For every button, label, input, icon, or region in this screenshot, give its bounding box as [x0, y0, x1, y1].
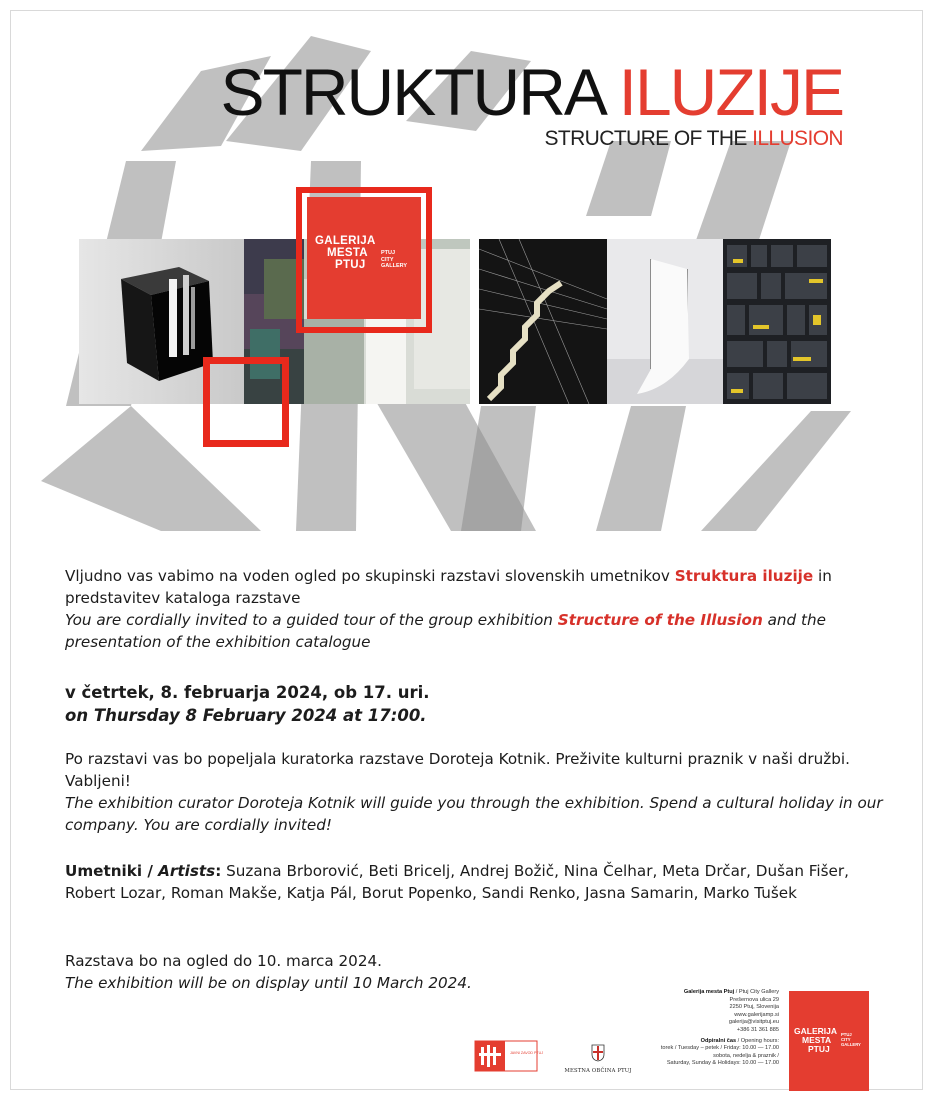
- weekend-label: sobota, nedelja & praznik /: [713, 1052, 779, 1059]
- footer-logo-side-3: GALLERY: [841, 1042, 861, 1047]
- artwork-grid-image: [723, 239, 831, 404]
- sponsor-logo-municipality: [559, 1044, 637, 1078]
- gallery-logo: [307, 197, 421, 319]
- gallery-name-sep: /: [734, 989, 739, 995]
- curator-en: The exhibition curator Doroteja Kotnik will guide you through the exhibition. Spend a cultural holiday in our company. You are cordially invited!: [65, 794, 883, 834]
- sponsor-logo-public-institute: [475, 1041, 544, 1073]
- artwork-white-sculpture-image: [607, 239, 723, 404]
- artwork-strip: [79, 239, 831, 404]
- footer-gallery-logo: [789, 991, 869, 1091]
- logo-side-line-1: PTUJ: [381, 250, 396, 256]
- curator-paragraph: [65, 748, 885, 836]
- weekend-time: 10.00 — 17.00: [742, 1060, 779, 1067]
- footer-logo-side-text: [841, 1032, 861, 1047]
- artists-label-en: Artists: [158, 862, 216, 880]
- gallery-name-sl: Galerija mesta Ptuj: [683, 989, 735, 995]
- display-until-en: The exhibition will be on display until 10 March 2024.: [65, 974, 472, 992]
- gallery-email-link[interactable]: galerija@visitptuj.eu: [728, 1019, 779, 1026]
- footer-logo-side-2: CITY: [841, 1037, 851, 1042]
- artists-paragraph: [65, 860, 885, 904]
- logo-line-1: GALERIJA: [315, 235, 376, 247]
- footer-logo-side-1: PTUJ: [841, 1032, 852, 1037]
- curator-sl: Po razstavi vas bo popeljala kuratorka razstave Doroteja Kotnik. Preživite kulturni praznik v naši družbi. Vabljeni!: [65, 750, 850, 790]
- subtitle-red: ILLUSION: [752, 127, 843, 150]
- event-date: [65, 681, 885, 727]
- opening-hours-title: Odpiralni čas / Opening hours:: [700, 1037, 779, 1044]
- gallery-street: Prešernova ulica 29: [729, 996, 779, 1003]
- logo-side-text: [381, 250, 407, 270]
- title-red: ILUZIJE: [618, 55, 843, 129]
- footer-logo-line-2: MESTA: [802, 1035, 832, 1045]
- intro-sl-text-end: in predstavitev kataloga razstave: [65, 567, 832, 607]
- hours-title-en: Opening hours:: [740, 1037, 779, 1044]
- subtitle-black: STRUCTURE OF THE: [544, 127, 747, 150]
- intro-sl-highlight: Struktura iluzije: [674, 567, 814, 585]
- gallery-name-en: Ptuj City Gallery: [738, 989, 779, 995]
- gallery-name: [631, 989, 779, 997]
- display-until-paragraph: [65, 950, 885, 994]
- exhibition-subtitle: [11, 127, 843, 151]
- intro-en: [65, 609, 885, 653]
- weekday-label: torek / Tuesday – petek / Friday:: [660, 1045, 741, 1052]
- footer-logo-line-3: PTUJ: [808, 1044, 830, 1054]
- gallery-contact-info: [631, 989, 779, 1068]
- hours-title-sl: Odpiralni čas: [700, 1037, 737, 1044]
- title-black: STRUKTURA: [220, 55, 603, 129]
- artists-list: Suzana Brborović, Beti Bricelj, Andrej Božič, Nina Čelhar, Meta Drčar, Dušan Fišer, Robert Lozar, Roman Makše, Katja Pál, Borut Popenko, Sandi Renko, Jasna Samarin, Marko Tušek: [65, 862, 849, 902]
- artists-label-sl: Umetniki /: [65, 862, 159, 880]
- event-date-sl: v četrtek, 8. februarja 2024, ob 17. uri.: [65, 683, 430, 702]
- weekday-time: 10.00 — 17.00: [742, 1045, 779, 1052]
- intro-sl: [65, 565, 885, 609]
- red-square-outline: [203, 357, 289, 447]
- logo-line-3: PTUJ: [335, 259, 366, 271]
- gallery-website-link[interactable]: www.galerijamp.si: [734, 1011, 779, 1018]
- artists-label-colon: :: [215, 862, 222, 880]
- intro-paragraph: [65, 565, 885, 653]
- artwork-lines-image: [479, 239, 607, 404]
- intro-sl-text: Vljudno vas vabimo na voden ogled po skupinski razstavi slovenskih umetnikov: [65, 567, 670, 585]
- event-date-en: on Thursday 8 February 2024 at 17:00.: [65, 706, 427, 725]
- weekend-hours: [631, 1060, 779, 1068]
- weekend-label-en: Saturday, Sunday & Holidays:: [666, 1060, 741, 1067]
- weekday-hours: [631, 1045, 779, 1053]
- logo-side-line-3: GALLERY: [381, 263, 408, 269]
- sponsor1-label: JAVNI ZAVOD PTUJ: [510, 1051, 544, 1055]
- exhibition-title: [11, 55, 843, 129]
- coat-of-arms-icon: [591, 1044, 605, 1062]
- intro-en-text-end: and the presentation of the exhibition catalogue: [65, 611, 826, 651]
- footer-logo-line-1: GALERIJA: [794, 1026, 837, 1036]
- gallery-city: 2250 Ptuj, Slovenija: [729, 1004, 779, 1011]
- intro-en-highlight: Structure of the Illusion: [557, 611, 763, 629]
- intro-en-text: You are cordially invited to a guided tour of the group exhibition: [65, 611, 553, 629]
- gallery-phone: +386 31 361 885: [736, 1026, 779, 1033]
- logo-side-line-2: CITY: [381, 256, 394, 263]
- invitation-page: [10, 10, 923, 1090]
- display-until-sl: Razstava bo na ogled do 10. marca 2024.: [65, 952, 382, 970]
- municipality-name: MESTNA OBČINA PTUJ: [564, 1068, 632, 1074]
- logo-line-2: MESTA: [327, 247, 368, 259]
